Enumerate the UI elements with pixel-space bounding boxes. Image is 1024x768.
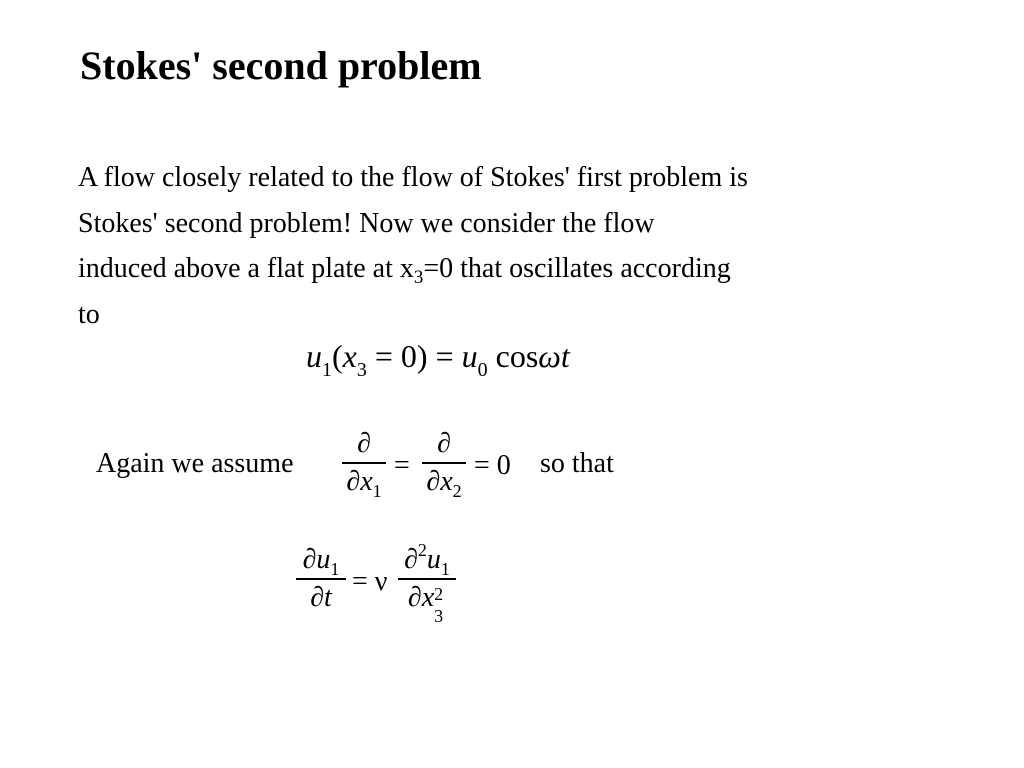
partial-x1-numerator: ∂ <box>357 428 371 459</box>
paragraph-line-3-after: =0 that oscillates according <box>423 253 731 284</box>
eq1-u0-sub: 0 <box>477 359 488 381</box>
paragraph-line-2: Stokes' second problem! Now we consider the flow <box>78 207 655 239</box>
fraction-bar <box>342 462 386 464</box>
paragraph-line-3-before: induced above a flat plate at x <box>78 253 414 284</box>
so-that-text: so that <box>540 448 614 479</box>
intro-paragraph <box>78 155 918 337</box>
lhs-fraction <box>296 544 346 614</box>
slide-title: Stokes' second problem <box>80 43 482 88</box>
rhs-fraction <box>398 540 456 626</box>
lhs-numerator: $\partial u_1$ <box>302 544 340 579</box>
eq1-eq0: = 0) = <box>366 338 462 374</box>
eq1-u: u <box>306 338 322 374</box>
equals-nu: = ν <box>352 566 388 597</box>
partial-x2-denominator: $\partial x_2$ <box>426 466 462 501</box>
assume-text: Again we assume <box>96 448 294 479</box>
partial-x2-numerator: ∂ <box>437 428 451 459</box>
rhs-numerator: $\partial^2u_1$ <box>404 540 450 579</box>
eq1-omega-t: ωt <box>538 338 570 374</box>
oscillation-equation <box>306 334 570 381</box>
paragraph-line-3 <box>78 246 918 292</box>
eq1-u0: u <box>461 338 478 374</box>
eq1-open-paren: ( <box>332 338 343 374</box>
lhs-denominator: ∂t <box>310 582 332 613</box>
paragraph-line-4: to <box>78 298 100 330</box>
eq1-x: x <box>342 338 357 374</box>
partial-x1-denominator: $\partial x_1$ <box>346 466 382 501</box>
eq1-cos: cos <box>487 338 539 374</box>
paragraph-line-1: A flow closely related to the flow of Stokes' first problem is <box>78 162 748 193</box>
fraction-bar <box>422 462 466 464</box>
eq1-x-sub: 3 <box>356 359 367 381</box>
rhs-denominator: ∂x 2 3 <box>407 582 444 626</box>
eq1-u-sub: 1 <box>322 359 332 381</box>
paragraph-line-3-sub: 3 <box>413 267 424 288</box>
equals-zero: = 0 <box>474 450 511 481</box>
equals-sign-1: = <box>394 450 410 481</box>
partial-x2-fraction <box>422 428 466 501</box>
partial-x1-fraction <box>342 428 386 501</box>
